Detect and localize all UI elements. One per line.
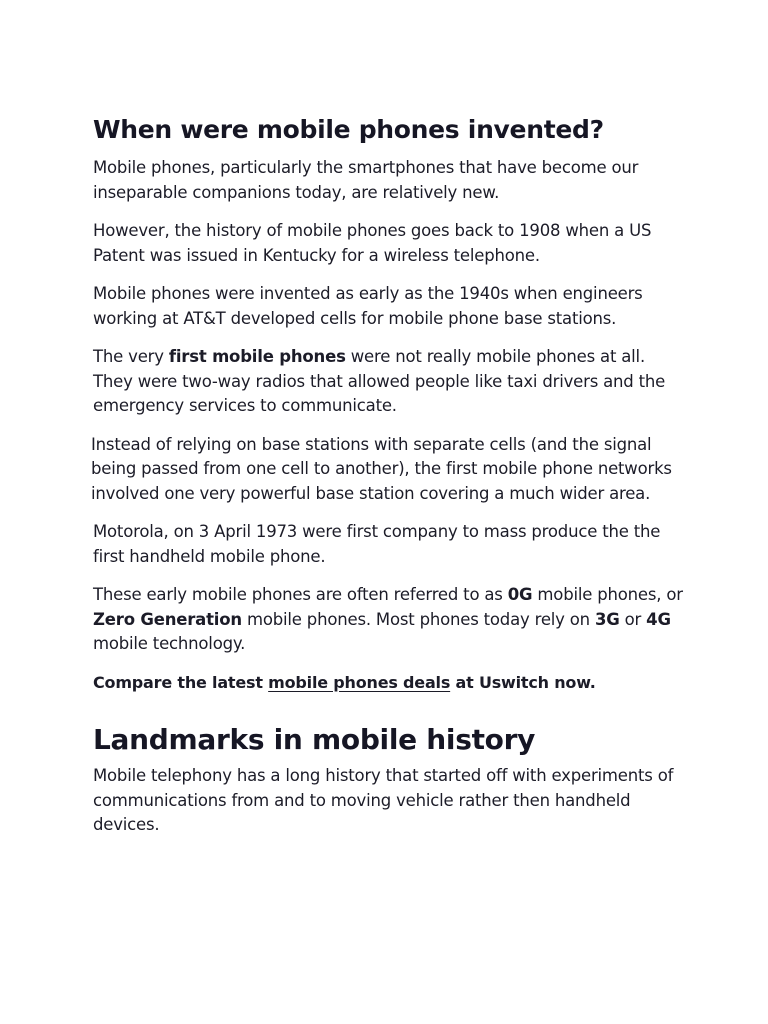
bold-4g: 4G [646,609,671,629]
paragraph-intro: Mobile phones, particularly the smartphones that have become our inseparable companions today, are relatively new. [93,158,639,202]
paragraph-patent: However, the history of mobile phones goes back to 1908 when a US Patent was issued in Kentucky for a wireless telephone. [93,221,652,265]
bold-first-mobile-phones: first mobile phones [168,347,346,366]
text-segment: were not really mobile phones at all. They were two-way radios that allowed people like taxi drivers and the emergency services to communicate. [93,347,666,415]
text-segment: mobile phones. Most phones today rely on [241,609,595,629]
text-segment: at Uswitch now. [450,672,596,692]
text-segment: Compare the latest [93,672,269,692]
section-heading-landmarks: Landmarks in mobile history [93,723,536,756]
bold-0g: 0G [507,585,533,604]
paragraph-first-phones [93,345,683,419]
text-segment: The very [93,347,169,366]
paragraph-landmarks-intro: Mobile telephony has a long history that started off with experiments of communications from and to moving vehicle rather then handheld devices. [93,766,674,834]
article [93,112,683,852]
section-heading-invention: When were mobile phones invented? [93,115,604,144]
text-segment: or [619,609,647,629]
text-segment: mobile technology. [93,634,246,653]
paragraph-motorola: Motorola, on 3 April 1973 were first company to mass produce the the first handheld mobile phone. [93,522,661,566]
paragraph-generations [93,583,683,657]
bold-3g: 3G [594,609,620,629]
text-segment: These early mobile phones are often referred to as [93,585,508,604]
paragraph-base-stations: Instead of relying on base stations with separate cells (and the signal being passed from one cell to another), the first mobile phone networks involved one very powerful base station covering a much wider area. [91,434,672,503]
text-segment: mobile phones, or [532,585,683,604]
mobile-phones-deals-link[interactable]: mobile phones deals [268,672,451,692]
compare-deals-callout [93,671,683,696]
bold-zero-generation: Zero Generation [93,609,242,629]
paragraph-att: Mobile phones were invented as early as the 1940s when engineers working at AT&T developed cells for mobile phone base stations. [93,284,643,328]
